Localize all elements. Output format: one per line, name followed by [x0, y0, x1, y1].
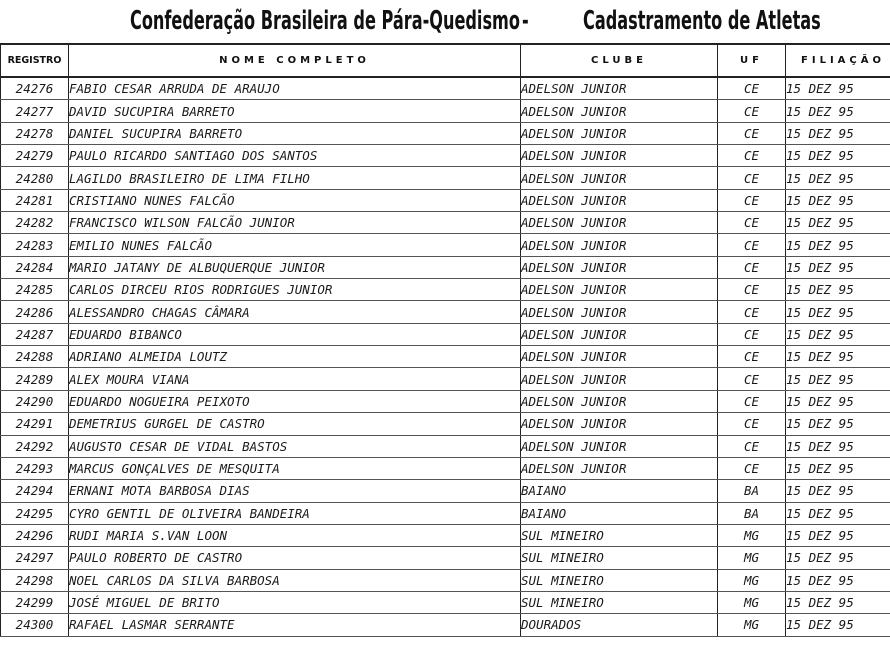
cell-nome: PAULO ROBERTO DE CASTRO [69, 547, 521, 569]
column-header-registro: REGISTRO [1, 44, 69, 77]
cell-uf: CE [718, 212, 786, 234]
table-row [1, 122, 890, 144]
cell-filiacao: 15 DEZ 95 [786, 77, 890, 100]
cell-registro: 24289 [1, 368, 69, 390]
cell-clube: ADELSON JUNIOR [521, 368, 718, 390]
cell-uf: MG [718, 614, 786, 636]
table-row [1, 591, 890, 613]
cell-filiacao: 15 DEZ 95 [786, 323, 890, 345]
cell-uf: CE [718, 145, 786, 167]
athlete-registry-table [0, 43, 890, 637]
cell-nome: DANIEL SUCUPIRA BARRETO [69, 122, 521, 144]
cell-registro: 24298 [1, 569, 69, 591]
cell-filiacao: 15 DEZ 95 [786, 301, 890, 323]
title-separator: - [522, 6, 529, 36]
cell-registro: 24285 [1, 279, 69, 301]
cell-uf: CE [718, 77, 786, 100]
document-title-left: Confederação Brasileira de Pára-Quedismo [130, 6, 520, 36]
cell-clube: BAIANO [521, 502, 718, 524]
cell-registro: 24277 [1, 100, 69, 122]
cell-filiacao: 15 DEZ 95 [786, 256, 890, 278]
table-row [1, 145, 890, 167]
cell-filiacao: 15 DEZ 95 [786, 189, 890, 211]
cell-clube: ADELSON JUNIOR [521, 189, 718, 211]
cell-registro: 24276 [1, 77, 69, 100]
cell-uf: CE [718, 122, 786, 144]
cell-uf: MG [718, 547, 786, 569]
table-header-row [1, 44, 890, 77]
cell-registro: 24293 [1, 457, 69, 479]
cell-nome: DEMETRIUS GURGEL DE CASTRO [69, 413, 521, 435]
table-row [1, 301, 890, 323]
table-row [1, 502, 890, 524]
cell-nome: EMILIO NUNES FALCÃO [69, 234, 521, 256]
cell-registro: 24290 [1, 390, 69, 412]
cell-nome: ERNANI MOTA BARBOSA DIAS [69, 480, 521, 502]
cell-registro: 24297 [1, 547, 69, 569]
cell-filiacao: 15 DEZ 95 [786, 167, 890, 189]
cell-registro: 24296 [1, 524, 69, 546]
cell-nome: MARCUS GONÇALVES DE MESQUITA [69, 457, 521, 479]
cell-registro: 24286 [1, 301, 69, 323]
table-row [1, 234, 890, 256]
cell-clube: SUL MINEIRO [521, 569, 718, 591]
cell-clube: ADELSON JUNIOR [521, 457, 718, 479]
cell-filiacao: 15 DEZ 95 [786, 122, 890, 144]
table-row [1, 480, 890, 502]
cell-clube: DOURADOS [521, 614, 718, 636]
cell-clube: ADELSON JUNIOR [521, 234, 718, 256]
cell-uf: CE [718, 413, 786, 435]
cell-uf: CE [718, 390, 786, 412]
cell-filiacao: 15 DEZ 95 [786, 480, 890, 502]
cell-nome: FRANCISCO WILSON FALCÃO JUNIOR [69, 212, 521, 234]
cell-uf: CE [718, 279, 786, 301]
table-row [1, 547, 890, 569]
document-title-right: Cadastramento de Atletas [583, 6, 821, 36]
cell-nome: MARIO JATANY DE ALBUQUERQUE JUNIOR [69, 256, 521, 278]
cell-clube: ADELSON JUNIOR [521, 100, 718, 122]
cell-filiacao: 15 DEZ 95 [786, 234, 890, 256]
cell-filiacao: 15 DEZ 95 [786, 569, 890, 591]
table-row [1, 279, 890, 301]
cell-nome: ADRIANO ALMEIDA LOUTZ [69, 346, 521, 368]
cell-clube: ADELSON JUNIOR [521, 279, 718, 301]
cell-clube: ADELSON JUNIOR [521, 413, 718, 435]
column-header-nome: NOME COMPLETO [69, 44, 521, 77]
cell-registro: 24284 [1, 256, 69, 278]
cell-nome: CRISTIANO NUNES FALCÃO [69, 189, 521, 211]
table-row [1, 569, 890, 591]
cell-registro: 24299 [1, 591, 69, 613]
cell-filiacao: 15 DEZ 95 [786, 413, 890, 435]
cell-registro: 24279 [1, 145, 69, 167]
cell-uf: CE [718, 301, 786, 323]
cell-filiacao: 15 DEZ 95 [786, 524, 890, 546]
column-header-clube: CLUBE [521, 44, 718, 77]
cell-registro: 24300 [1, 614, 69, 636]
cell-nome: FABIO CESAR ARRUDA DE ARAUJO [69, 77, 521, 100]
cell-uf: CE [718, 167, 786, 189]
cell-filiacao: 15 DEZ 95 [786, 547, 890, 569]
cell-clube: ADELSON JUNIOR [521, 145, 718, 167]
cell-filiacao: 15 DEZ 95 [786, 145, 890, 167]
cell-filiacao: 15 DEZ 95 [786, 390, 890, 412]
cell-nome: JOSÉ MIGUEL DE BRITO [69, 591, 521, 613]
cell-nome: CYRO GENTIL DE OLIVEIRA BANDEIRA [69, 502, 521, 524]
cell-uf: CE [718, 256, 786, 278]
cell-filiacao: 15 DEZ 95 [786, 502, 890, 524]
cell-nome: RAFAEL LASMAR SERRANTE [69, 614, 521, 636]
table-row [1, 457, 890, 479]
table-row [1, 346, 890, 368]
cell-filiacao: 15 DEZ 95 [786, 279, 890, 301]
document-header [0, 0, 890, 42]
cell-filiacao: 15 DEZ 95 [786, 100, 890, 122]
cell-clube: ADELSON JUNIOR [521, 167, 718, 189]
cell-registro: 24281 [1, 189, 69, 211]
cell-uf: CE [718, 346, 786, 368]
cell-clube: ADELSON JUNIOR [521, 77, 718, 100]
cell-uf: CE [718, 435, 786, 457]
cell-uf: CE [718, 100, 786, 122]
cell-clube: SUL MINEIRO [521, 591, 718, 613]
cell-nome: RUDI MARIA S.VAN LOON [69, 524, 521, 546]
cell-registro: 24292 [1, 435, 69, 457]
cell-registro: 24294 [1, 480, 69, 502]
cell-uf: CE [718, 368, 786, 390]
cell-nome: PAULO RICARDO SANTIAGO DOS SANTOS [69, 145, 521, 167]
cell-clube: ADELSON JUNIOR [521, 390, 718, 412]
cell-uf: MG [718, 569, 786, 591]
cell-clube: ADELSON JUNIOR [521, 256, 718, 278]
cell-clube: ADELSON JUNIOR [521, 346, 718, 368]
table-row [1, 100, 890, 122]
table-row [1, 524, 890, 546]
cell-uf: CE [718, 457, 786, 479]
cell-nome: ALESSANDRO CHAGAS CÂMARA [69, 301, 521, 323]
table-row [1, 323, 890, 345]
cell-clube: SUL MINEIRO [521, 524, 718, 546]
cell-uf: BA [718, 480, 786, 502]
cell-uf: CE [718, 323, 786, 345]
cell-filiacao: 15 DEZ 95 [786, 457, 890, 479]
table-row [1, 368, 890, 390]
cell-uf: MG [718, 524, 786, 546]
table-row [1, 167, 890, 189]
cell-nome: LAGILDO BRASILEIRO DE LIMA FILHO [69, 167, 521, 189]
table-row [1, 212, 890, 234]
cell-registro: 24288 [1, 346, 69, 368]
cell-nome: ALEX MOURA VIANA [69, 368, 521, 390]
cell-nome: DAVID SUCUPIRA BARRETO [69, 100, 521, 122]
cell-clube: ADELSON JUNIOR [521, 435, 718, 457]
column-header-filiacao: FILIAÇÃO [786, 44, 890, 77]
table-row [1, 390, 890, 412]
cell-filiacao: 15 DEZ 95 [786, 368, 890, 390]
cell-clube: BAIANO [521, 480, 718, 502]
cell-filiacao: 15 DEZ 95 [786, 212, 890, 234]
cell-registro: 24295 [1, 502, 69, 524]
cell-uf: BA [718, 502, 786, 524]
cell-filiacao: 15 DEZ 95 [786, 435, 890, 457]
cell-filiacao: 15 DEZ 95 [786, 614, 890, 636]
cell-nome: EDUARDO BIBANCO [69, 323, 521, 345]
cell-registro: 24283 [1, 234, 69, 256]
cell-clube: ADELSON JUNIOR [521, 301, 718, 323]
cell-filiacao: 15 DEZ 95 [786, 591, 890, 613]
cell-clube: ADELSON JUNIOR [521, 122, 718, 144]
cell-nome: CARLOS DIRCEU RIOS RODRIGUES JUNIOR [69, 279, 521, 301]
cell-uf: CE [718, 234, 786, 256]
cell-uf: CE [718, 189, 786, 211]
cell-filiacao: 15 DEZ 95 [786, 346, 890, 368]
cell-uf: MG [718, 591, 786, 613]
table-row [1, 189, 890, 211]
cell-nome: NOEL CARLOS DA SILVA BARBOSA [69, 569, 521, 591]
table-row [1, 413, 890, 435]
table-row [1, 256, 890, 278]
table-body [1, 77, 890, 636]
cell-registro: 24291 [1, 413, 69, 435]
table-row [1, 435, 890, 457]
column-header-uf: UF [718, 44, 786, 77]
cell-nome: EDUARDO NOGUEIRA PEIXOTO [69, 390, 521, 412]
cell-registro: 24287 [1, 323, 69, 345]
cell-registro: 24278 [1, 122, 69, 144]
table-row [1, 614, 890, 636]
cell-registro: 24282 [1, 212, 69, 234]
cell-nome: AUGUSTO CESAR DE VIDAL BASTOS [69, 435, 521, 457]
cell-clube: SUL MINEIRO [521, 547, 718, 569]
cell-registro: 24280 [1, 167, 69, 189]
cell-clube: ADELSON JUNIOR [521, 323, 718, 345]
cell-clube: ADELSON JUNIOR [521, 212, 718, 234]
table-row [1, 77, 890, 100]
